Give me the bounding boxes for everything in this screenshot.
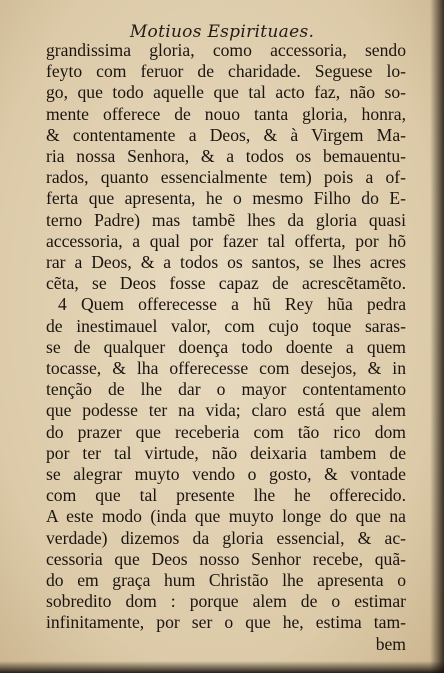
text-line: feyto com feruor de charidade. Seguese lo- — [46, 61, 406, 82]
text-line: terno Padre) mas tambẽ lhes da gloria quasi — [46, 209, 406, 230]
text-line: por ter tal virtude, não deixaria tambem de — [46, 442, 406, 463]
page-edge-shadow — [430, 0, 444, 673]
text-line: se de qualquer doença todo doente a quem — [46, 336, 406, 357]
paragraph-start-line: 4 Quem offerecesse a hũ Rey hũa pedra — [58, 294, 406, 315]
text-line: accessoria, a qual por fazer tal offerta, por hõ — [46, 230, 406, 251]
text-line: rar a Deos, & a todos os santos, se lhes acres — [46, 252, 406, 273]
page-body-text — [46, 40, 406, 655]
text-line: cessoria que Deos nosso Senhor recebe, quã- — [46, 548, 406, 569]
text-line: tenção de lhe dar o mayor contentamento — [46, 379, 406, 400]
text-line: mente offerece de nouo tanta gloria, honra, — [46, 103, 406, 124]
text-line: & contentamente a Deos, & à Virgem Ma- — [46, 124, 406, 145]
text-line: A este modo (inda que muyto longe do que na — [46, 506, 406, 527]
text-line: de inestimauel valor, com cujo toque saras- — [46, 315, 406, 336]
text-line: tocasse, & lha offerecesse com desejos, & in — [46, 358, 406, 379]
text-line: verdade) dizemos da gloria essencial, & ac- — [46, 527, 406, 548]
text-line: ria nossa Senhora, & a todos os bemauentu- — [46, 146, 406, 167]
text-line: do prazer que receberia com tão rico dom — [46, 421, 406, 442]
text-line: se alegrar muyto vendo o gosto, & vontade — [46, 464, 406, 485]
text-line: infinitamente, por ser o que he, estima tam- — [46, 612, 406, 633]
catchword: bem — [375, 633, 406, 654]
page-bottom-shadow — [0, 661, 444, 673]
text-line: ferta que apresenta, he o mesmo Filho do E- — [46, 188, 406, 209]
text-line: com que tal presente lhe he offerecido. — [46, 485, 406, 506]
text-line: cẽta, se Deos fosse capaz de acrescẽtamẽto. — [46, 273, 406, 294]
running-title: Motiuos Espirituaes. — [129, 22, 315, 42]
text-line: grandissima gloria, como accessoria, sendo — [46, 40, 406, 60]
text-line: go, que todo aquelle que tal acto faz, não so- — [46, 82, 406, 103]
text-line: sobredito dom : porque alem de o estimar — [46, 591, 406, 612]
text-line: rados, quanto essencialmente tem) pois a of- — [46, 167, 406, 188]
text-line: que podesse ter na vida; claro está que alem — [46, 400, 406, 421]
text-line: do em graça hum Christão lhe apresenta o — [46, 570, 406, 591]
